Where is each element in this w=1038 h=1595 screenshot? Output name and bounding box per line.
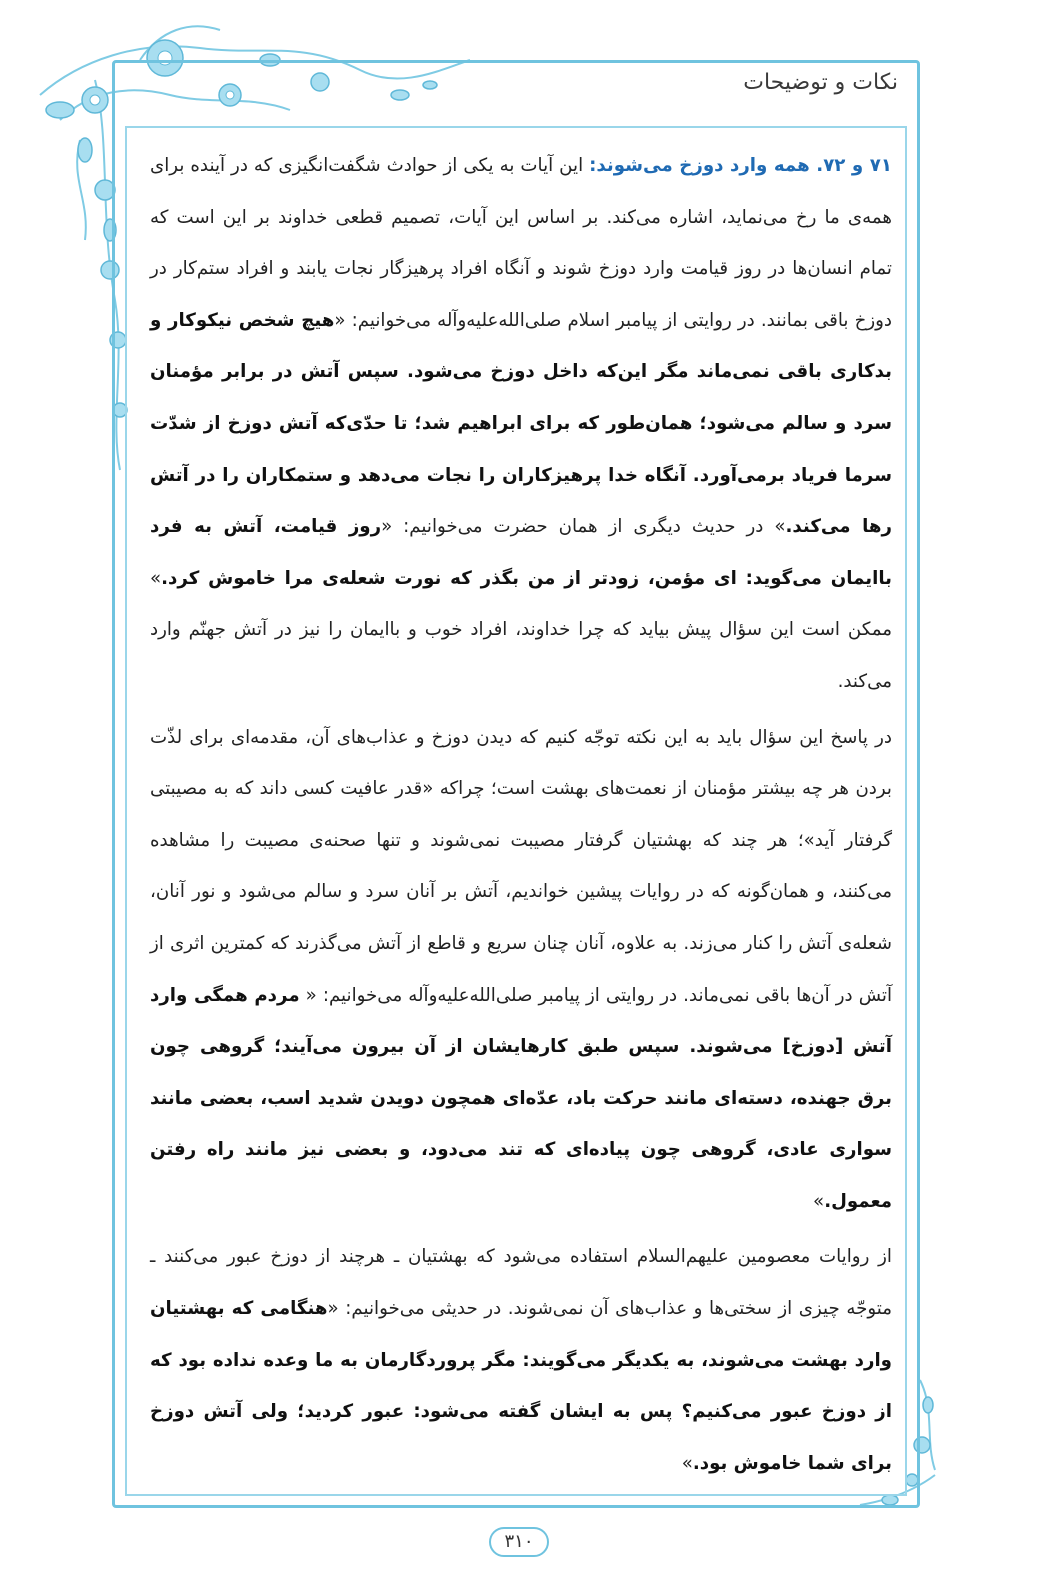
paragraph-3-text-2: » (681, 1452, 693, 1474)
paragraph-1-text-3: » ممکن است این سؤال پیش بیاید که چرا خداوند، افراد خوب و باایمان را نیز در آتش جهنّم وارد می‌کند. (150, 567, 892, 692)
paragraph-2-text-2: » (813, 1190, 825, 1212)
paragraph-1 (150, 140, 892, 708)
paragraph-3 (150, 1231, 892, 1489)
verse-heading: ۷۱ و ۷۲. همه وارد دوزخ می‌شوند: (589, 155, 892, 176)
paragraph-2 (150, 712, 892, 1228)
quote-bold-2: روز قیامت، آتش به فرد باایمان می‌گوید: ای مؤمن، زودتر از من بگذر که نورت شعله‌ی مرا خاموش کرد. (150, 516, 892, 589)
body-text (150, 140, 892, 1489)
section-header: نکات و توضیحات (743, 70, 898, 95)
paragraph-3-text-1: از روایات معصومین علیهم‌السلام استفاده می‌شود که بهشتیان ـ هرچند از دوزخ عبور می‌کنند ـ متوجّه چیزی از سختی‌ها و عذاب‌های آن نمی‌شوند. در حدیثی می‌خوانیم: « (150, 1246, 892, 1320)
paragraph-2-text-1: در پاسخ این سؤال باید به این نکته توجّه کنیم که دیدن دوزخ و عذاب‌های آن، مقدمه‌ای برای لذّت بردن هر چه بیشتر مؤمنان از نعمت‌های بهشت است؛ چراکه «قدر عافیت کسی داند که به مصیبتی گرفتار آید»؛ هر چند که بهشتیان گرفتار مصیبت نمی‌شوند و تنها صحنه‌ی مصیبت را مشاهده می‌کنند، و همان‌گونه که در روایات پیشین خواندیم، آتش بر آنان سرد و سالم می‌شود و نور آنان، شعله‌ی آتش را کنار می‌زند. به علاوه، آنان چنان سریع و قاطع از آتش می‌گذرند که کمترین اثری از آتش در آن‌ها باقی نمی‌ماند. در روایتی از پیامبر صلی‌الله‌علیه‌وآله می‌خوانیم: « (150, 726, 892, 1006)
quote-bold-4: هنگامی که بهشتیان وارد بهشت می‌شوند، به یکدیگر می‌گویند: مگر پروردگارمان به ما وعده نداده بود که از دوزخ عبور می‌کنیم؟ پس به ایشان گفته می‌شود: عبور کردید؛ ولی آتش دوزخ برای شما خاموش بود. (150, 1298, 892, 1474)
quote-bold-1: هیچ شخص نیکوکار و بدکاری باقی نمی‌ماند مگر این‌که داخل دوزخ می‌شود. سپس آتش در برابر مؤمنان سرد و سالم می‌شود؛ همان‌طور که برای ابراهیم شد؛ تا حدّی‌که آتش دوزخ از شدّت سرما فریاد برمی‌آورد. آنگاه خدا پرهیزکاران را نجات می‌دهد و ستمکاران را در آتش رها می‌کند. (150, 309, 892, 538)
paragraph-1-text-1: این آیات به یکی از حوادث شگفت‌انگیزی که در آینده برای همه‌ی ما رخ می‌نماید، اشاره می‌کند. بر اساس این آیات، تصمیم قطعی خداوند بر این است که تمام انسان‌ها در روز قیامت وارد دوزخ شوند و آنگاه افراد پرهیزگار نجات یابند و افراد ستم‌کار در دوزخ باقی بمانند. در روایتی از پیامبر اسلام صلی‌الله‌علیه‌وآله می‌خوانیم: « (150, 155, 893, 331)
quote-bold-3: مردم همگی وارد آتش [دوزخ] می‌شوند. سپس طبق کارهایشان از آن بیرون می‌آیند؛ گروهی چون برق جهنده، دسته‌ای مانند حرکت باد، عدّه‌ای همچون دویدن شدید اسب، بعضی مانند سواری عادی، گروهی چون پیاده‌ای که تند می‌دود، و بعضی نیز مانند راه رفتن معمول. (150, 984, 892, 1212)
paragraph-1-text-2: » در حدیث دیگری از همان حضرت می‌خوانیم: « (381, 516, 786, 538)
page-number: ۳۱۰ (489, 1527, 549, 1557)
